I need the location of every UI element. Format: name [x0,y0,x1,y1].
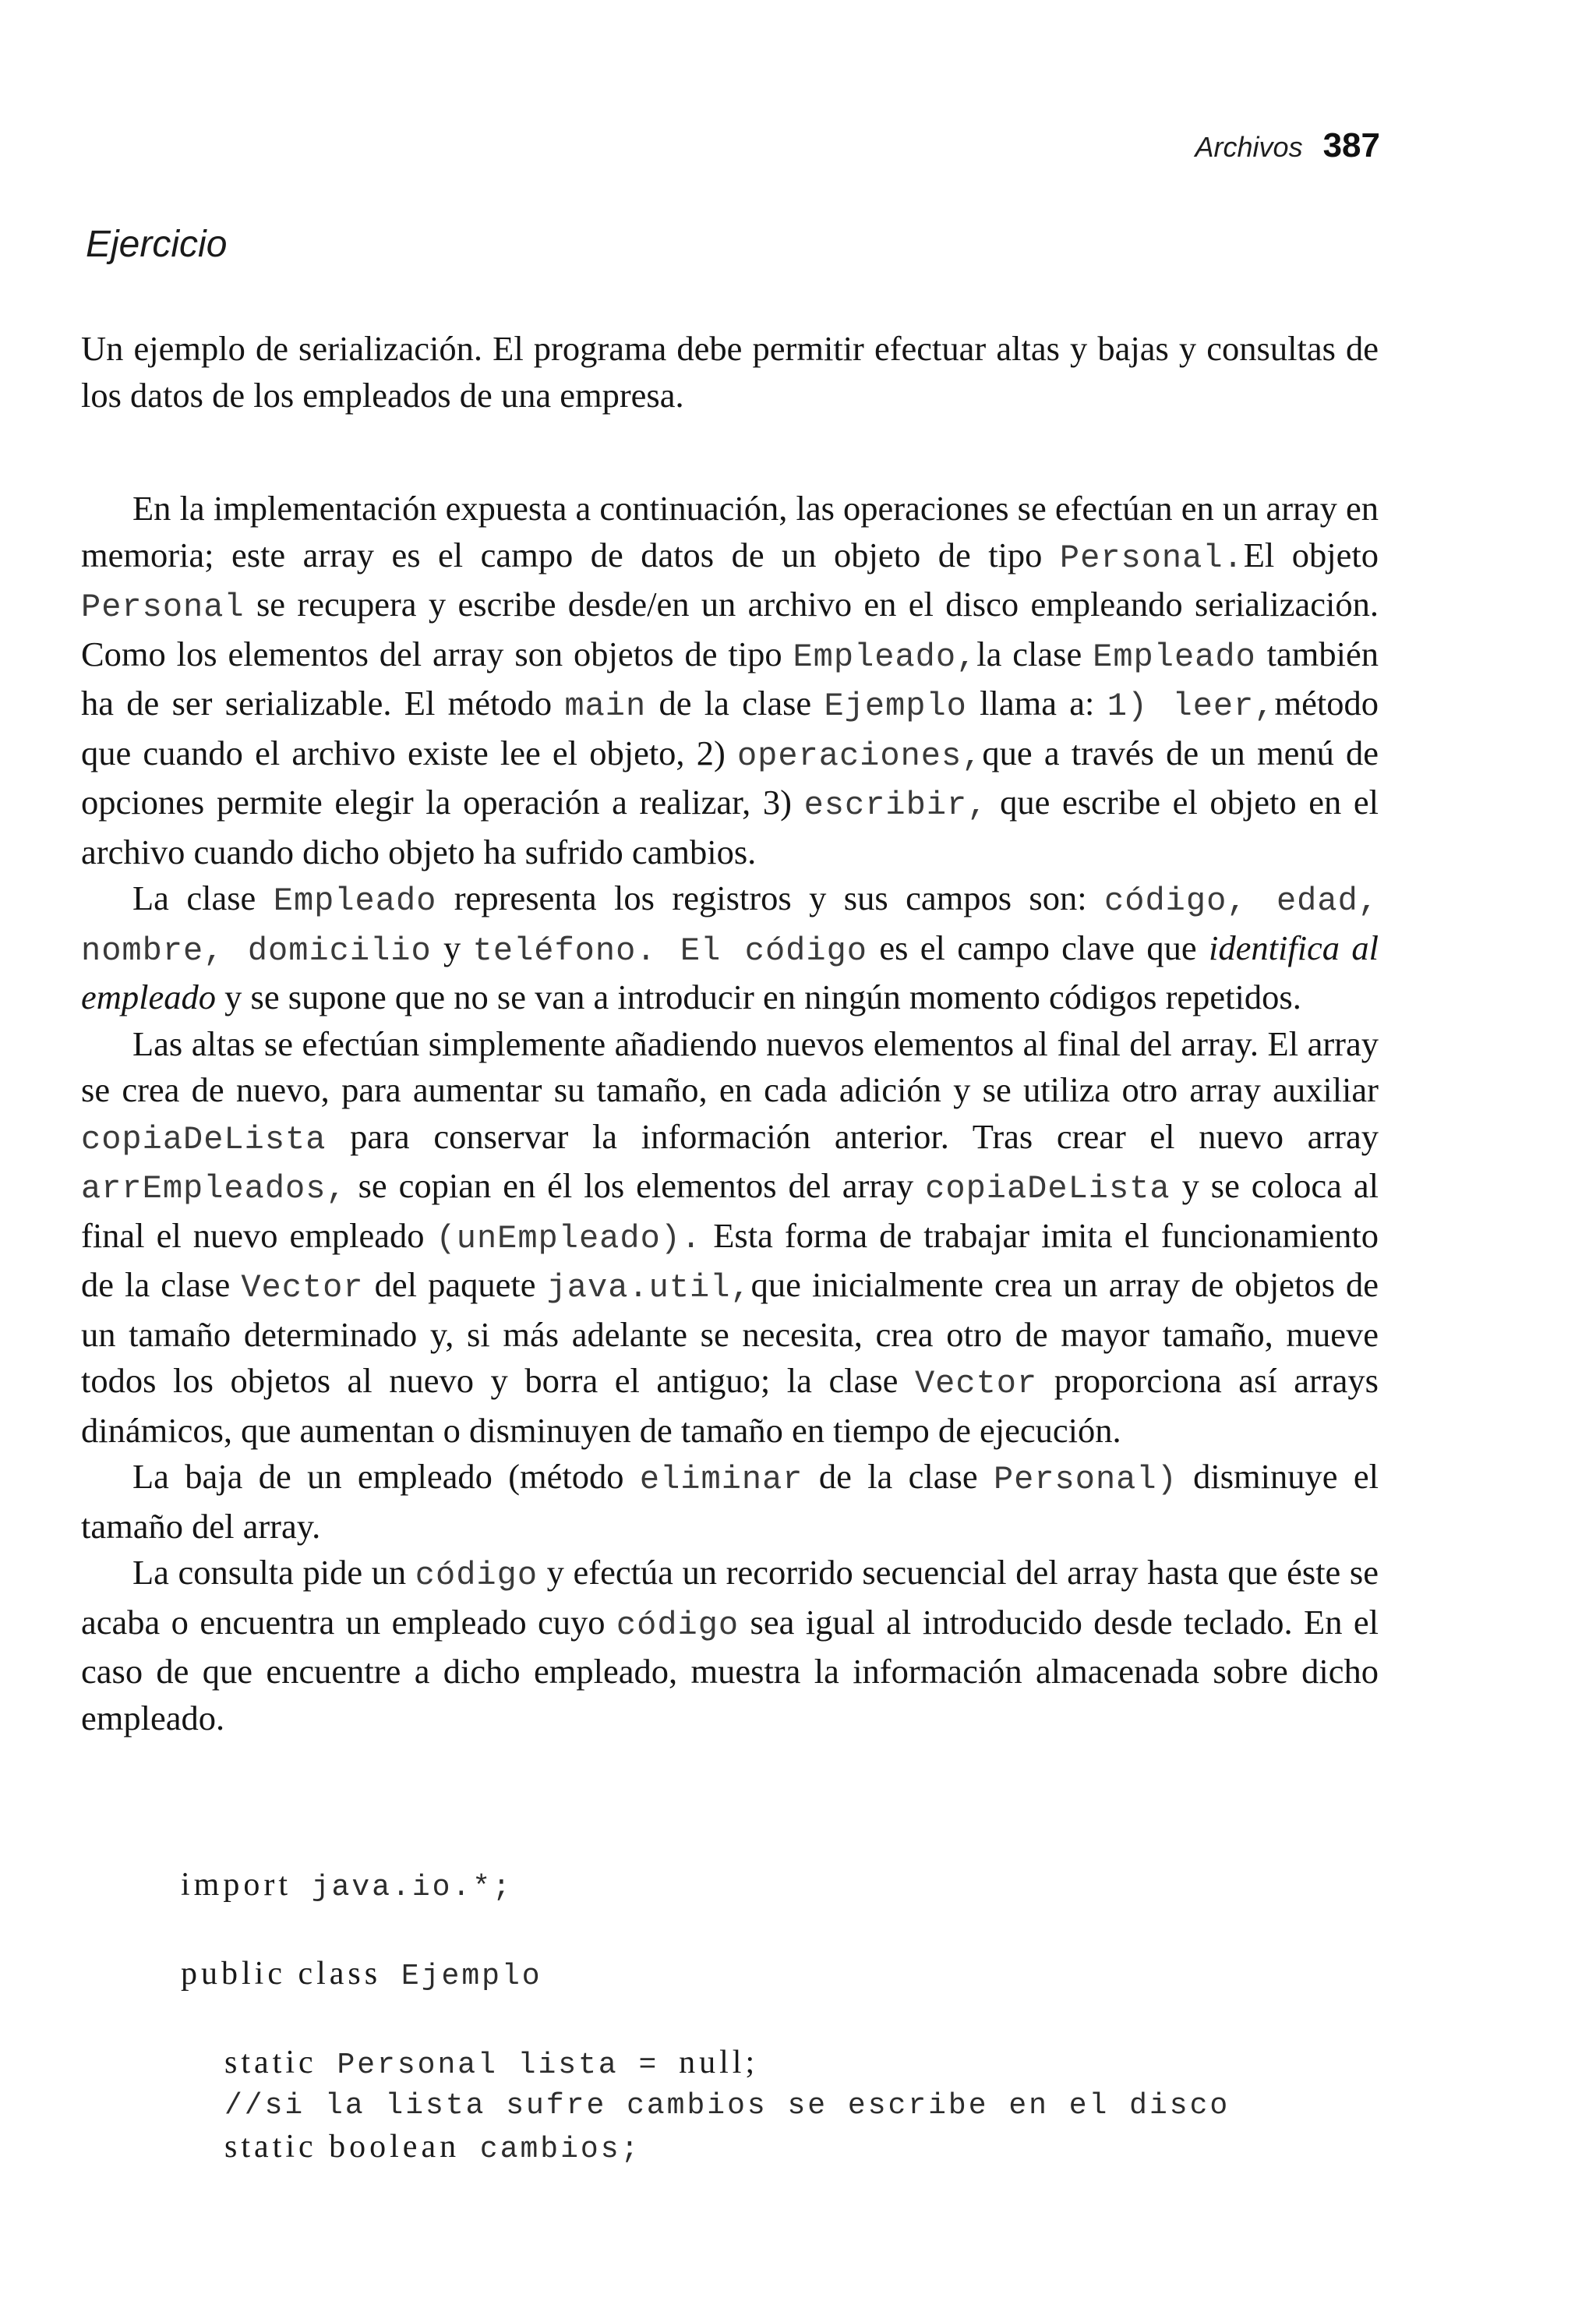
code-line-lista [181,2042,1230,2086]
code-blank-line [181,1997,1230,2042]
text-run: método que cuando el archivo existe lee el objeto, 2) [81,684,1379,772]
paragraph-consulta [81,1550,1379,1741]
code-line-cambios [181,2126,1230,2170]
code-keyword: static [224,2045,317,2080]
text-run: del paquete [363,1265,547,1304]
code-text: java.io.*; [291,1871,513,1904]
text-run: representa los registros y sus campos son: [436,878,1105,917]
code-inline: escribir, [803,787,988,824]
paragraph-altas [81,1021,1379,1455]
text-run: para conservar la información anterior. Tras crear el nuevo array [326,1116,1379,1156]
code-keyword: public class [181,1956,382,1992]
code-inline: Personal. [1059,539,1244,577]
text-run: llama a: [966,684,1107,723]
code-inline: código, edad, nombre, domicilio [81,882,1379,970]
text-run: la clase [976,634,1093,673]
code-keyword: import [181,1867,291,1903]
code-keyword: null; [679,2045,759,2080]
text-run: proporciona así arrays dinámicos, que aumentan o disminuyen de tamaño en tiempo de ejecución. [81,1361,1379,1450]
text-run: de la clase [646,684,824,723]
text-run: se recupera y escribe desde/en un archivo en el disco empleando serialización. Como los elementos del array son objetos de tipo [81,585,1379,673]
text-run: que a través de un menú de opciones permite elegir la operación a realizar, 3) [81,733,1379,822]
page-number: 387 [1322,126,1380,164]
running-title: Archivos [1195,131,1303,163]
section-heading: Ejercicio [86,224,228,265]
code-inline: código [616,1606,740,1644]
code-inline: Personal) [993,1461,1178,1498]
text-run: Esta forma de trabajar imita el funcionamiento de la clase [81,1215,1379,1304]
text-run: que escribe el objeto en el archivo cuando dicho objeto ha sufrido cambios. [81,783,1379,871]
text-run: La baja de un empleado (método [132,1457,640,1496]
code-inline: Vector [241,1269,364,1306]
code-inline: (unEmpleado). [436,1219,702,1257]
code-inline: java.util, [546,1269,751,1306]
code-blank-line [181,1908,1230,1953]
code-inline: Empleado [1093,638,1256,676]
code-keyword: static boolean [224,2129,461,2165]
code-text: Personal lista = [316,2049,680,2082]
text-run: La clase [132,878,274,917]
code-line-comment: //si la lista sufre cambios se escribe en el disco [224,2089,1231,2123]
code-inline: código [415,1557,538,1594]
code-inline: eliminar [639,1461,803,1498]
code-inline: main [564,688,647,725]
text-run: La consulta pide un [132,1553,415,1592]
text-run: de la clase [803,1457,994,1496]
intro-paragraph: Un ejemplo de serialización. El programa debe permitir efectuar altas y bajas y consultas de los datos de los empleados de una empresa. [81,329,1379,415]
text-run: y efectúa un recorrido secuencial del array hasta que éste se acaba o encuentra un empleado cuyo [81,1553,1379,1642]
code-inline: Empleado [273,882,437,920]
body-text [81,326,1379,1741]
text-run: es el campo clave que [867,928,1209,967]
code-inline: copiaDeLista [81,1120,327,1158]
code-inline: arrEmpleados, [81,1170,347,1207]
code-inline: Vector [914,1365,1038,1402]
code-inline: teléfono. El código [472,931,867,970]
code-text: cambios; [460,2133,641,2166]
code-text: Ejemplo [381,1960,542,1993]
paragraph-empleado-class [81,875,1379,1021]
emphasis: identifica al empleado [81,928,1379,1016]
text-run: disminuye el tamaño del array. [81,1457,1379,1546]
text-run: se copian en él los elementos del array [346,1166,926,1205]
code-line-import [181,1865,1230,1908]
code-inline: Ejemplo [824,688,967,725]
code-inline: operaciones, [736,737,983,775]
page-header [1195,126,1380,165]
code-inline: copiaDeLista [925,1170,1171,1207]
text-run: sea igual al introducido desde teclado. En el caso de que encuentre a dicho empleado, muestra la información almacenada sobre dicho empleado. [81,1602,1379,1737]
code-inline: 1) leer, [1107,688,1275,725]
code-inline: Personal [81,589,245,626]
text-run: y [431,928,473,967]
paragraph-baja [81,1454,1379,1550]
code-line-class-decl [181,1953,1230,1997]
text-run: En la implementación expuesta a continuación, las operaciones se efectúan en un array en memoria; este array es el campo de datos de un objeto de tipo [81,489,1379,574]
text-run: Las altas se efectúan simplemente añadiendo nuevos elementos al final del array. El array se crea de nuevo, para aumentar su tamaño, en cada adición y se utiliza otro array auxiliar [81,1023,1379,1109]
text-run: y se supone que no se van a introducir en ningún momento códigos repetidos. [216,977,1301,1016]
text-run: que inicialmente crea un array de objetos de un tamaño determinado y, si más adelante se necesita, crea otro de mayor tamaño, mueve todos los objetos al nuevo y borra el antiguo; la clase [81,1265,1379,1400]
text-run: también ha de ser serializable. El método [81,634,1379,723]
text-run: y se coloca al final el nuevo empleado [81,1166,1379,1255]
code-listing [181,1865,1230,2170]
code-inline: Empleado, [793,638,977,676]
paragraph-implementation [81,486,1379,875]
text-run: El objeto [1243,535,1379,574]
